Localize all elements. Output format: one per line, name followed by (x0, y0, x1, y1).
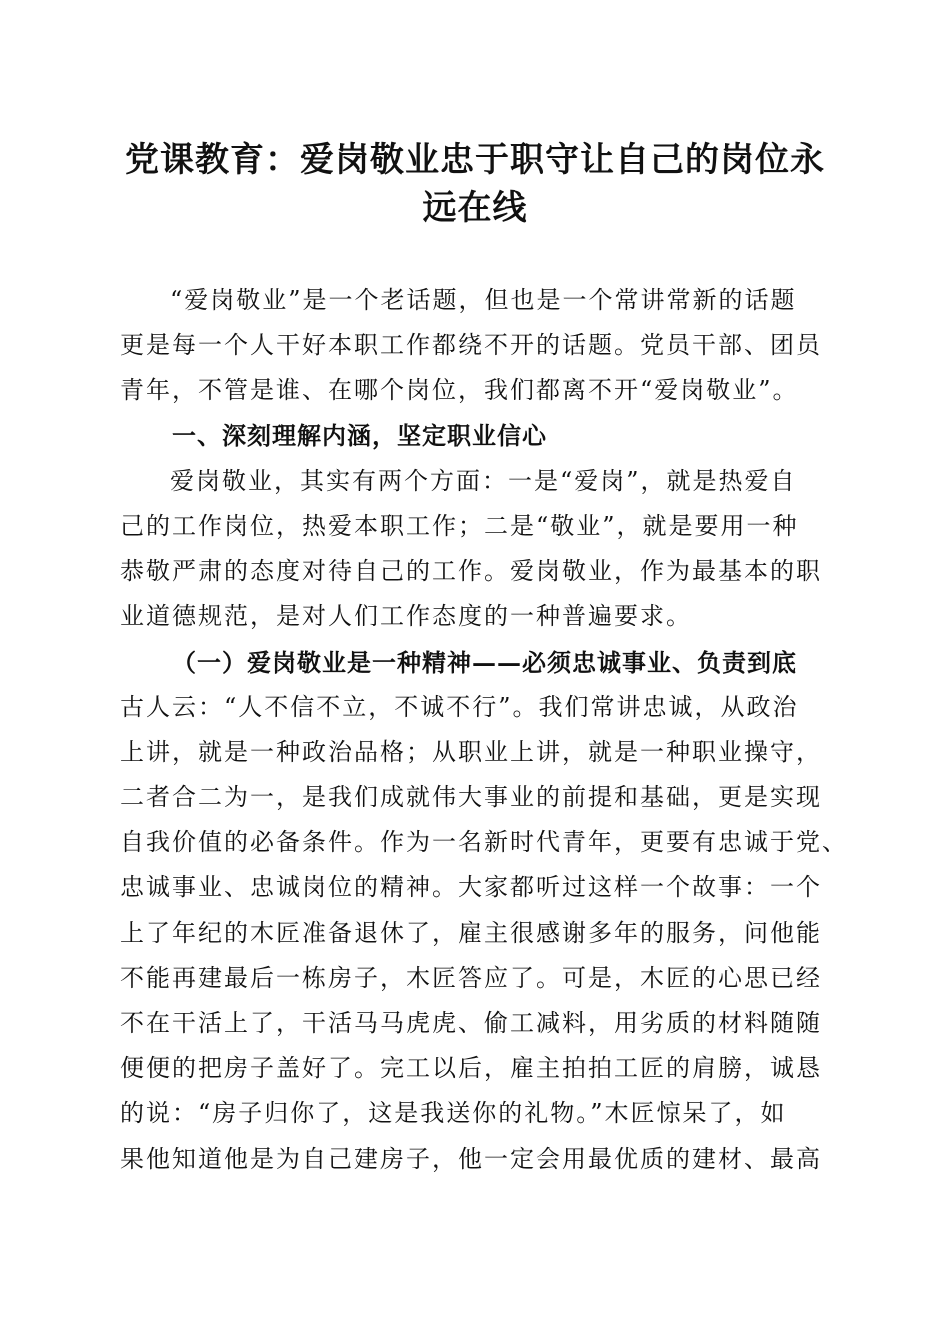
paragraph-line: 的说：“房子归你了，这是我送你的礼物。”木匠惊呆了，如 (120, 1099, 787, 1128)
paragraph-line: 上了年纪的木匠准备退休了，雇主很感谢多年的服务，问他能 (120, 918, 822, 947)
subsection-heading: （一）爱岗敬业是一种精神——必须忠诚事业、负责到底 (172, 647, 797, 677)
section-heading: 一、深刻理解内涵，坚定职业信心 (172, 421, 547, 450)
title-line-1: 党课教育：爱岗敬业忠于职守让自己的岗位永 (125, 140, 825, 180)
document-title (100, 136, 850, 232)
paragraph-line: 古人云：“人不信不立，不诚不行”。我们常讲忠诚，从政治 (120, 692, 799, 721)
paragraph-line: 青年，不管是谁、在哪个岗位，我们都离不开“爱岗敬业”。 (120, 376, 799, 405)
document-body (120, 278, 848, 1182)
paragraph-line: 更是每一个人干好本职工作都绕不开的话题。党员干部、团员 (120, 331, 822, 360)
paragraph-line: “爱岗敬业”是一个老话题，但也是一个常讲常新的话题 (170, 286, 797, 314)
title-line-2: 远在线 (422, 188, 528, 228)
paragraph-line: 上讲，就是一种政治品格；从职业上讲，就是一种职业操守， (120, 737, 822, 766)
paragraph-line: 己的工作岗位，热爱本职工作；二是“敬业”，就是要用一种 (120, 511, 799, 540)
paragraph-line: 自我价值的必备条件。作为一名新时代青年，更要有忠诚于党、 (120, 828, 848, 857)
paragraph-line: 不能再建最后一栋房子，木匠答应了。可是，木匠的心思已经 (120, 963, 822, 992)
paragraph-line: 恭敬严肃的态度对待自己的工作。爱岗敬业，作为最基本的职 (120, 557, 822, 586)
paragraph-line: 便便的把房子盖好了。完工以后，雇主拍拍工匠的肩膀，诚恳 (120, 1054, 822, 1083)
paragraph-line: 忠诚事业、忠诚岗位的精神。大家都听过这样一个故事：一个 (120, 873, 822, 902)
paragraph-line: 二者合二为一，是我们成就伟大事业的前提和基础，更是实现 (120, 783, 822, 812)
paragraph-line: 爱岗敬业，其实有两个方面：一是“爱岗”，就是热爱自 (170, 466, 797, 495)
paragraph-line: 果他知道他是为自己建房子，他一定会用最优质的建材、最高 (120, 1144, 822, 1173)
paragraph-line: 业道德规范，是对人们工作态度的一种普遍要求。 (120, 602, 692, 631)
paragraph-line: 不在干活上了，干活马马虎虎、偷工减料，用劣质的材料随随 (120, 1009, 822, 1037)
